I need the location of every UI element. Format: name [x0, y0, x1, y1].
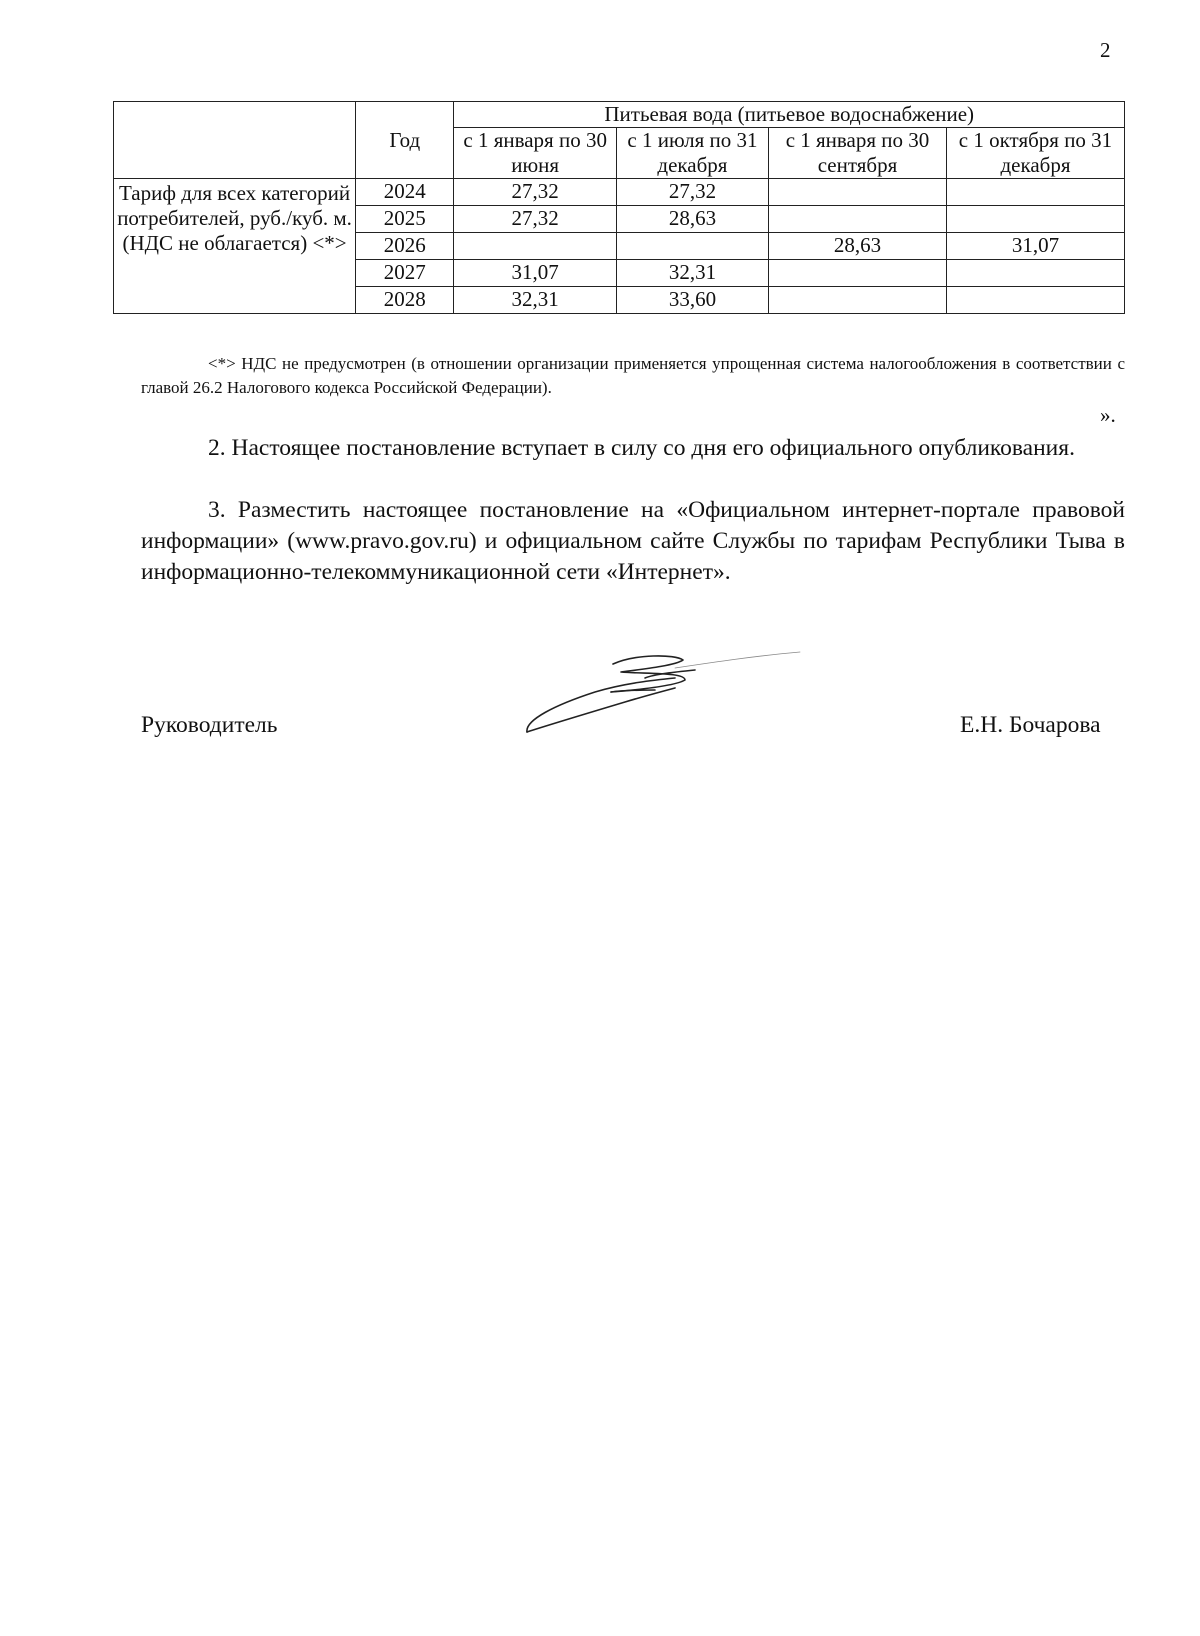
table-header-row-1 [114, 102, 1125, 128]
value-cell [946, 179, 1124, 206]
footnote: <*> НДС не предусмотрен (в отношении организации применяется упрощенная система налогообложения в соответствии с главой 26.2 Налогового кодекса Российской Федерации). [141, 354, 1125, 397]
handwritten-signature [525, 650, 805, 765]
period-header: с 1 января по 30 июня [454, 128, 616, 179]
group-header: Питьевая вода (питьевое водоснабжение) [454, 102, 1125, 128]
row-label: Тариф для всех категорий потребителей, руб./куб. м. (НДС не облагается) <*> [114, 179, 356, 314]
year-header: Год [356, 102, 454, 179]
value-cell [616, 233, 768, 260]
year-cell: 2024 [356, 179, 454, 206]
period-header: с 1 октября по 31 декабря [946, 128, 1124, 179]
table-row [114, 179, 1125, 206]
paragraph-effective-date: 2. Настоящее постановление вступает в силу со дня его официального опубликования. [208, 435, 1075, 461]
tariff-table [113, 101, 1125, 314]
value-cell: 27,32 [616, 179, 768, 206]
value-cell [769, 179, 947, 206]
value-cell [769, 206, 947, 233]
value-cell [769, 287, 947, 314]
value-cell: 28,63 [616, 206, 768, 233]
value-cell: 32,31 [616, 260, 768, 287]
value-cell: 28,63 [769, 233, 947, 260]
value-cell [946, 206, 1124, 233]
value-cell: 31,07 [946, 233, 1124, 260]
year-cell: 2027 [356, 260, 454, 287]
value-cell [454, 233, 616, 260]
value-cell: 33,60 [616, 287, 768, 314]
value-cell [769, 260, 947, 287]
signer-title: Руководитель [141, 712, 278, 738]
year-cell: 2028 [356, 287, 454, 314]
value-cell: 27,32 [454, 179, 616, 206]
value-cell: 32,31 [454, 287, 616, 314]
value-cell: 31,07 [454, 260, 616, 287]
signer-name: Е.Н. Бочарова [960, 712, 1101, 738]
year-cell: 2026 [356, 233, 454, 260]
value-cell [946, 287, 1124, 314]
value-cell: 27,32 [454, 206, 616, 233]
period-header: с 1 января по 30 сентября [769, 128, 947, 179]
paragraph-publication: 3. Разместить настоящее постановление на «Официальном интернет-портале правовой информации» (www.pravo.gov.ru) и официальном сайте Службы по тарифам Республики Тыва в информационно-телекоммуникационной сети «Интернет». [141, 497, 1125, 585]
page-number: 2 [1100, 38, 1111, 62]
period-header: с 1 июля по 31 декабря [616, 128, 768, 179]
empty-corner-cell [114, 102, 356, 179]
year-cell: 2025 [356, 206, 454, 233]
closing-quote: ». [1100, 403, 1116, 427]
value-cell [946, 260, 1124, 287]
